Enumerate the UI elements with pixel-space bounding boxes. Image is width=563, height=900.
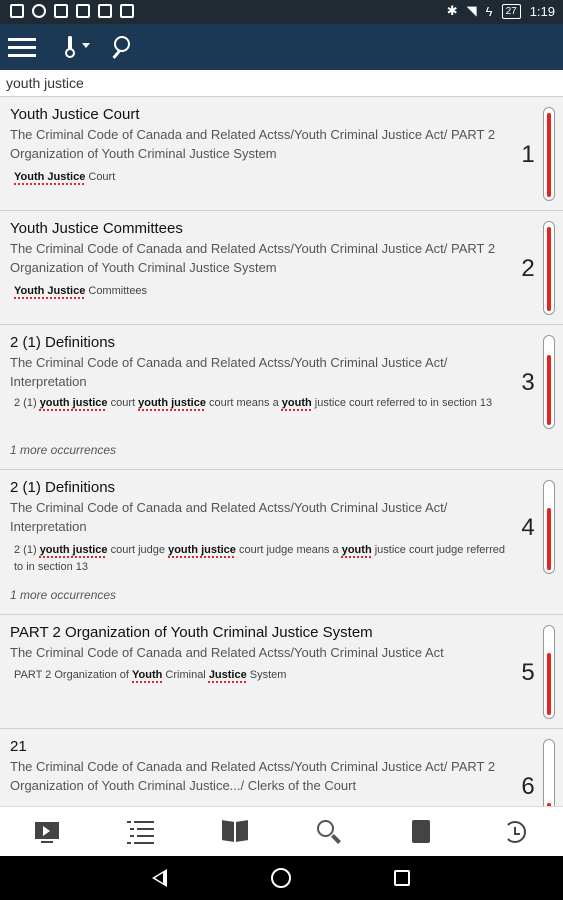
- snippet-text: justice court referred to in section 13: [311, 397, 493, 409]
- result-item[interactable]: [0, 211, 563, 325]
- relevance-fill: [547, 508, 551, 570]
- result-path: The Criminal Code of Canada and Related Actss/Youth Criminal Justice Act/ PART 2 Organization of Youth Criminal Justice.../ Clerks of the Court: [10, 759, 496, 793]
- book-icon[interactable]: [221, 819, 249, 845]
- search-hit: Youth Justice: [14, 285, 86, 297]
- result-path: The Criminal Code of Canada and Related Actss/Youth Criminal Justice Act/ Interpretation: [10, 500, 448, 534]
- charging-icon: ϟ: [485, 3, 493, 19]
- result-title: Youth Justice Committees: [10, 220, 183, 237]
- system-nav-bar: [0, 856, 563, 900]
- search-bar: [0, 70, 563, 97]
- result-item[interactable]: [0, 729, 563, 806]
- circle-icon: [32, 4, 46, 18]
- notification-icons: [10, 4, 134, 18]
- search-icon[interactable]: [112, 36, 136, 60]
- result-item[interactable]: [0, 325, 563, 470]
- results-list: [0, 97, 563, 806]
- snippet-text: Committees: [85, 285, 148, 297]
- result-rank: 4: [521, 514, 535, 541]
- search-hit: youth justice: [39, 544, 108, 556]
- relevance-meter: [543, 335, 555, 429]
- thermometer-icon[interactable]: [62, 34, 92, 60]
- search-hit: youth: [341, 544, 372, 556]
- system-indicators: [447, 3, 555, 19]
- result-snippet: [14, 395, 509, 412]
- android-icon: [120, 4, 134, 18]
- snippet-text: court: [107, 397, 139, 409]
- relevance-fill: [547, 227, 551, 311]
- relevance-meter: [543, 739, 555, 806]
- search-input[interactable]: [6, 75, 546, 91]
- app-toolbar: [0, 24, 563, 70]
- snippet-text: court means a: [205, 397, 282, 409]
- snippet-text: System: [246, 669, 287, 681]
- menu-icon[interactable]: [8, 36, 36, 58]
- relevance-fill: [547, 355, 551, 425]
- zoom-icon[interactable]: [315, 819, 343, 845]
- play-icon: [98, 4, 112, 18]
- clock: 1:19: [529, 3, 555, 19]
- snippet-text: 2 (1): [14, 544, 40, 556]
- result-rank: 2: [521, 255, 535, 282]
- result-item[interactable]: [0, 615, 563, 729]
- snippet-text: justice court judge referred to in section 13: [14, 544, 505, 573]
- snippet-text: Court: [85, 171, 116, 183]
- history-icon[interactable]: [502, 819, 530, 845]
- back-icon[interactable]: [152, 869, 167, 887]
- chevron-down-icon: [82, 43, 90, 48]
- result-title: 2 (1) Definitions: [10, 334, 116, 351]
- search-hit: youth justice: [138, 397, 206, 409]
- relevance-meter: [543, 480, 555, 574]
- video-icon[interactable]: [33, 819, 61, 845]
- relevance-fill: [547, 653, 551, 715]
- play-store-icon: [54, 4, 68, 18]
- relevance-meter: [543, 625, 555, 719]
- relevance-meter: [543, 107, 555, 201]
- result-rank: 5: [521, 659, 535, 686]
- result-snippet: [14, 667, 509, 684]
- result-title: PART 2 Organization of Youth Criminal Justice System: [10, 624, 373, 641]
- result-item[interactable]: [0, 470, 563, 615]
- bluetooth-icon: ✱: [446, 3, 458, 18]
- home-icon[interactable]: [271, 868, 291, 888]
- snippet-text: court judge: [107, 544, 169, 556]
- relevance-fill: [547, 113, 551, 197]
- battery-level: 27: [502, 4, 521, 19]
- wifi-icon: ◥: [466, 3, 477, 18]
- result-snippet: [14, 542, 509, 576]
- search-hit: youth justice: [168, 544, 236, 556]
- notes-icon[interactable]: [407, 819, 435, 845]
- relevance-meter: [543, 221, 555, 315]
- result-rank: 6: [521, 773, 535, 800]
- search-hit: youth justice: [39, 397, 108, 409]
- status-bar: [0, 0, 563, 24]
- result-rank: 1: [521, 141, 535, 168]
- result-path: The Criminal Code of Canada and Related Actss/Youth Criminal Justice Act/ PART 2 Organization of Youth Criminal Justice System: [10, 127, 496, 161]
- result-path: The Criminal Code of Canada and Related Actss/Youth Criminal Justice Act/ PART 2 Organization of Youth Criminal Justice System: [10, 241, 496, 275]
- search-hit: Justice: [208, 669, 247, 681]
- more-occurrences-link[interactable]: 1 more occurrences: [10, 443, 117, 457]
- search-hit: youth: [281, 397, 312, 409]
- list-icon[interactable]: [127, 819, 155, 845]
- result-title: 21: [10, 738, 27, 755]
- snippet-text: Criminal: [162, 669, 209, 681]
- result-item[interactable]: [0, 97, 563, 211]
- snippet-text: PART 2 Organization of: [14, 669, 133, 681]
- snippet-text: court judge means a: [235, 544, 342, 556]
- result-path: The Criminal Code of Canada and Related Actss/Youth Criminal Justice Act: [10, 645, 444, 660]
- result-snippet: [14, 283, 509, 300]
- result-title: 2 (1) Definitions: [10, 479, 116, 496]
- search-hit: Youth: [132, 669, 163, 681]
- bottom-nav: [0, 806, 563, 856]
- photo-icon: [10, 4, 24, 18]
- search-hit: Youth Justice: [14, 171, 86, 183]
- result-title: Youth Justice Court: [10, 106, 140, 123]
- result-rank: 3: [521, 369, 535, 396]
- recent-apps-icon[interactable]: [394, 870, 410, 886]
- snippet-text: 2 (1): [14, 397, 40, 409]
- result-snippet: [14, 169, 509, 186]
- car-icon: [76, 4, 90, 18]
- more-occurrences-link[interactable]: 1 more occurrences: [10, 588, 117, 602]
- result-path: The Criminal Code of Canada and Related Actss/Youth Criminal Justice Act/ Interpretation: [10, 355, 448, 389]
